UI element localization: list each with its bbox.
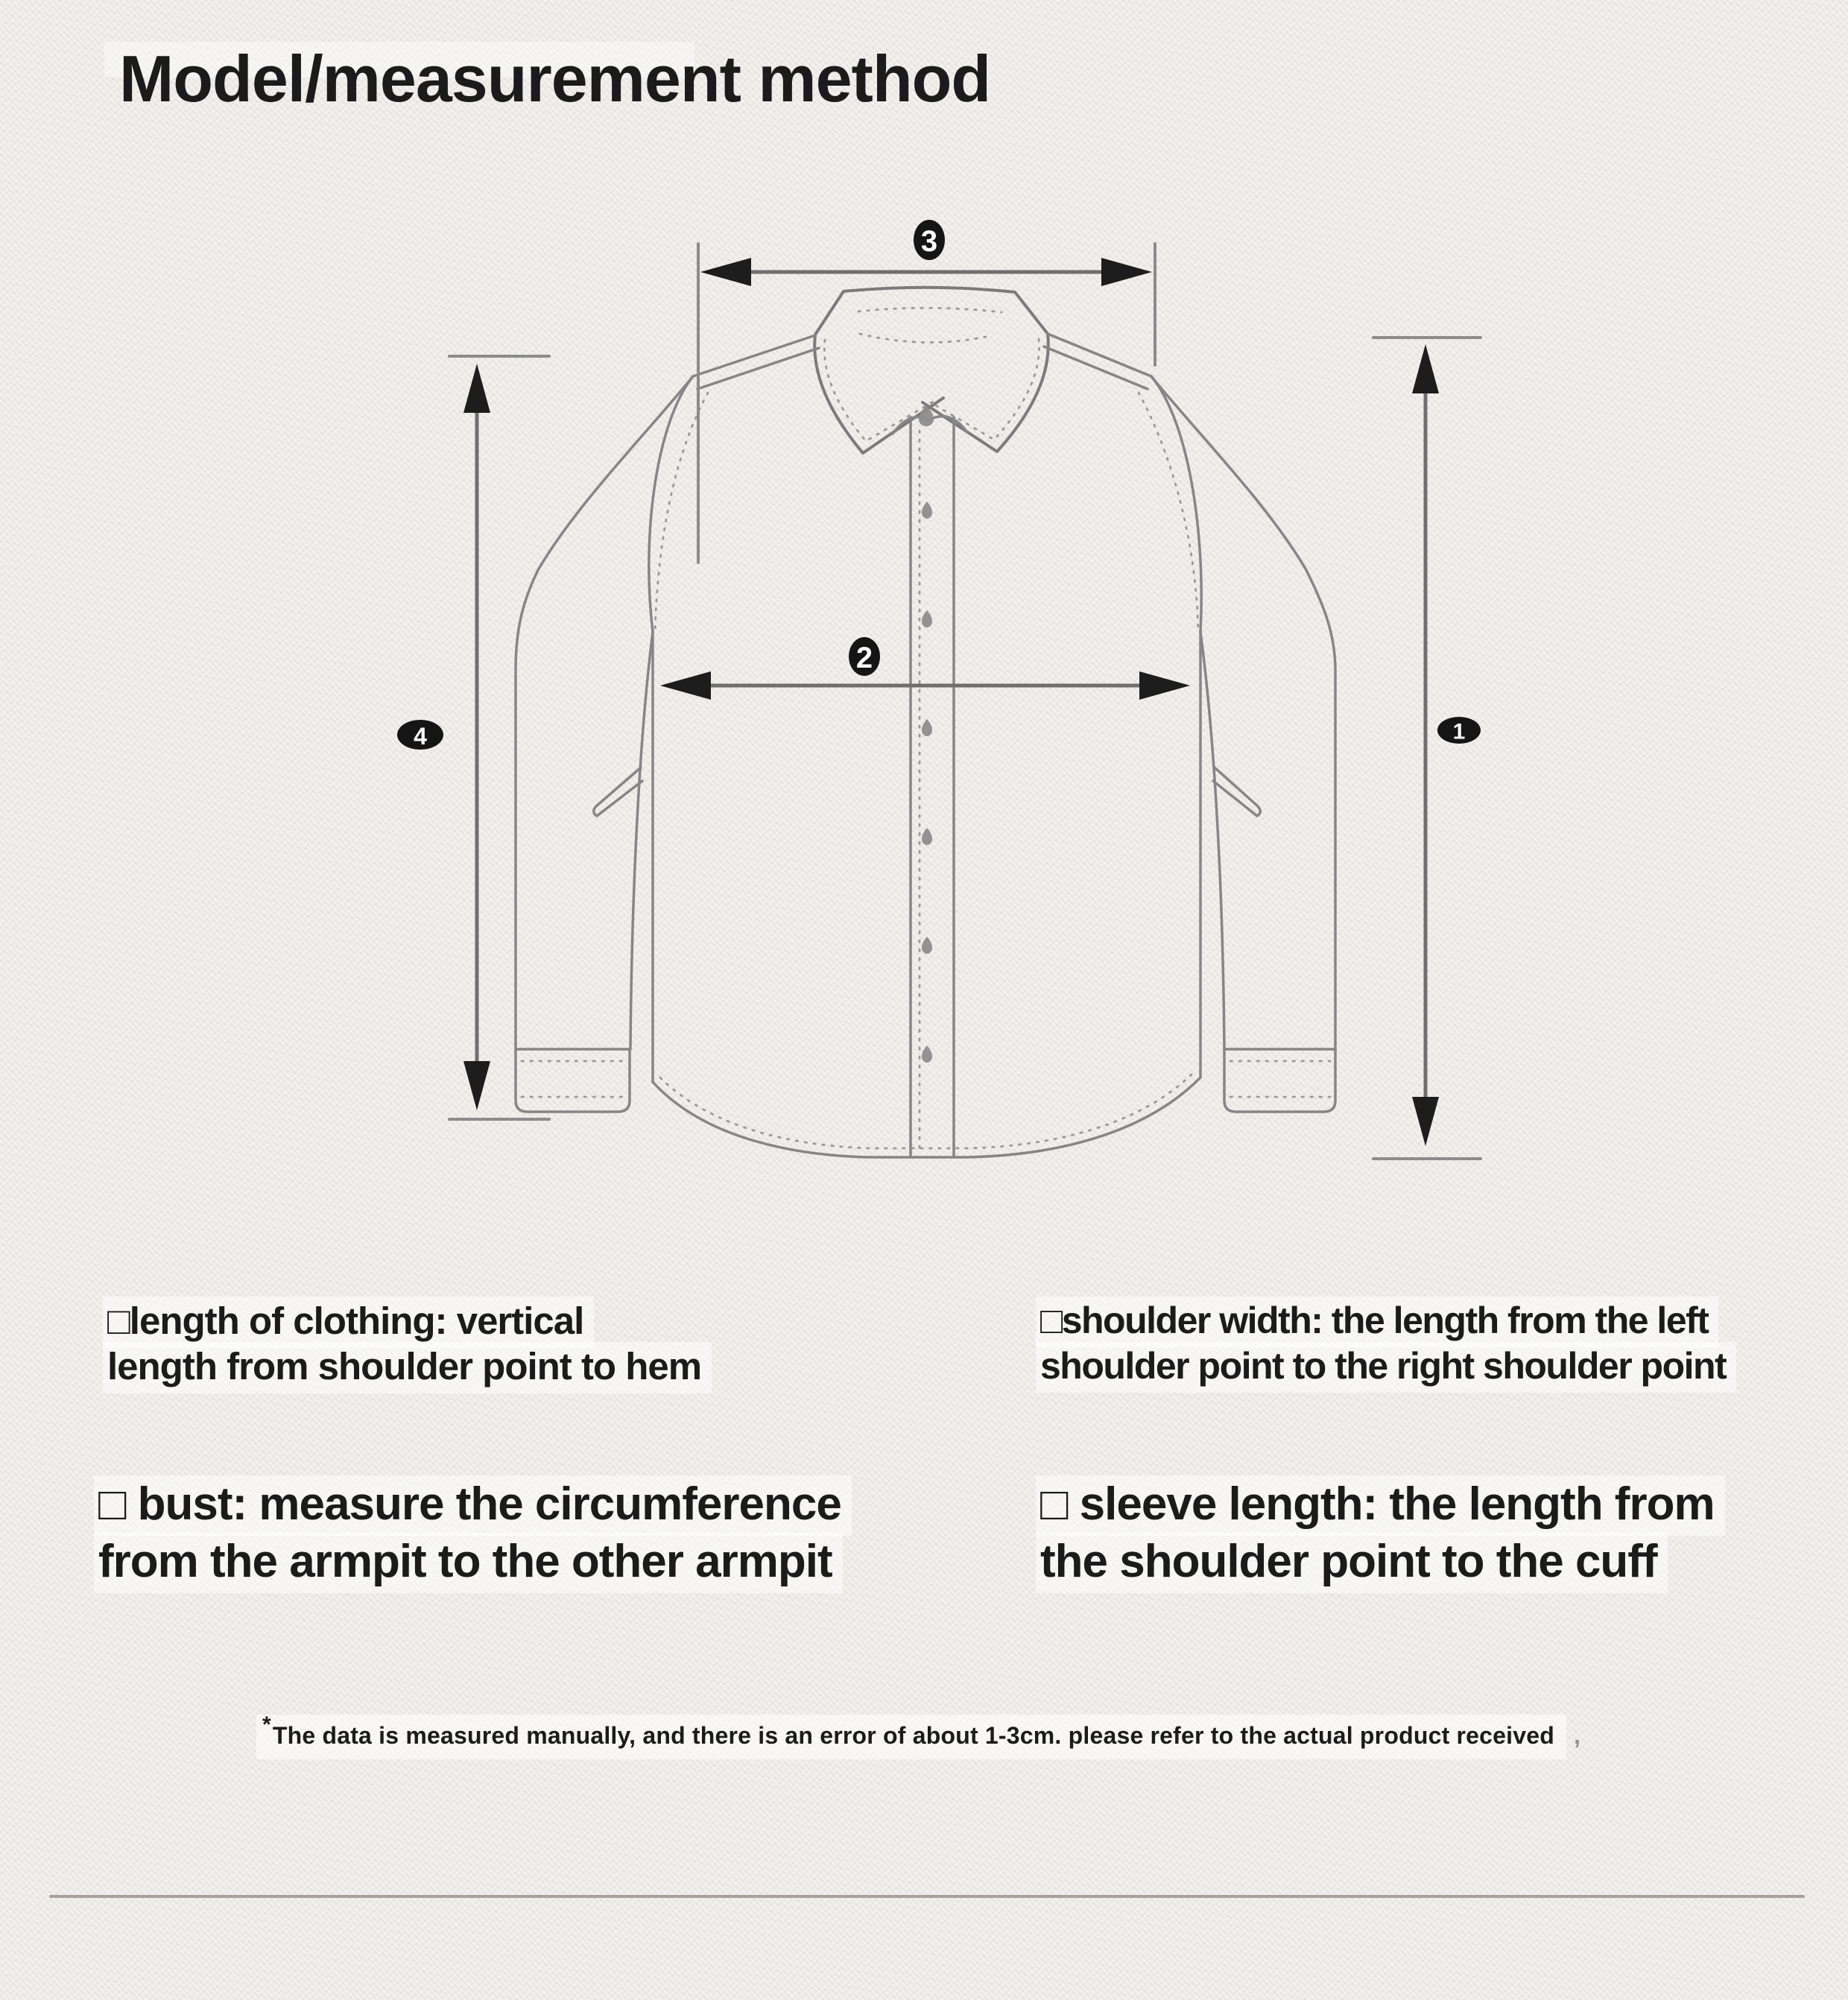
definition-line bbox=[103, 1298, 712, 1344]
collar-band-stitch-top bbox=[858, 308, 1001, 312]
shoulder-width-arrowhead-right bbox=[1101, 258, 1152, 286]
definition-line bbox=[1036, 1344, 1736, 1389]
right-sleeve-outer-edge bbox=[1151, 376, 1335, 1049]
hem-curve bbox=[653, 1077, 1200, 1157]
left-armhole-stitch bbox=[655, 393, 708, 633]
left-cuff bbox=[516, 1049, 630, 1112]
right-armhole-stitch bbox=[1139, 393, 1198, 633]
left-armhole-seam bbox=[649, 376, 693, 632]
collar-right-leaf bbox=[923, 334, 1048, 452]
definition-line bbox=[94, 1475, 852, 1533]
footnote-trailing-mark: , bbox=[1574, 1722, 1581, 1749]
right-cuff bbox=[1224, 1049, 1335, 1112]
length-arrowhead-top bbox=[1412, 344, 1439, 393]
definition-text: the shoulder point to the cuff bbox=[1036, 1533, 1668, 1593]
footnote-highlight bbox=[256, 1712, 1566, 1759]
collar-right-leaf-stitch bbox=[933, 339, 1040, 440]
right-sleeve-vent bbox=[1213, 768, 1260, 816]
measure-arrow-length-of-clothing bbox=[1373, 338, 1481, 1159]
footnote-text: The data is measured manually, and there is an error of about 1-3cm. please refer to the actual product received bbox=[272, 1722, 1554, 1749]
badge-3-number: 3 bbox=[920, 225, 938, 258]
definition-line bbox=[94, 1533, 852, 1590]
left-sleeve-inner-edge bbox=[630, 632, 653, 1049]
footnote-asterisk: * bbox=[262, 1712, 271, 1737]
measure-arrow-sleeve-length bbox=[397, 356, 549, 1119]
placket-buttons bbox=[922, 501, 932, 1063]
length-arrowhead-bottom bbox=[1412, 1097, 1439, 1146]
definition-shoulder-width bbox=[1036, 1298, 1736, 1389]
collar-back-band bbox=[815, 288, 1048, 335]
footnote bbox=[256, 1712, 1580, 1750]
left-sleeve-vent bbox=[594, 768, 642, 816]
shoulder-width-arrowhead-left bbox=[700, 258, 751, 286]
sleeve-length-arrowhead-top bbox=[463, 364, 490, 413]
right-sleeve-inner-edge bbox=[1200, 632, 1224, 1049]
definition-text: □length of clothing: vertical bbox=[103, 1297, 594, 1348]
shirt-buttons bbox=[919, 405, 934, 1063]
definition-line bbox=[1036, 1475, 1725, 1533]
definition-line bbox=[1036, 1533, 1725, 1590]
definition-sleeve-length bbox=[1036, 1475, 1725, 1590]
definition-bust bbox=[94, 1475, 852, 1590]
measure-arrow-bust bbox=[660, 637, 1190, 700]
collar-band-stitch-bottom bbox=[860, 334, 993, 343]
badge-1-number: 1 bbox=[1452, 719, 1466, 744]
sleeve-length-arrowhead-bottom bbox=[463, 1061, 490, 1110]
bust-arrowhead-left bbox=[660, 671, 711, 700]
badge-2-number: 2 bbox=[855, 642, 873, 674]
bottom-divider bbox=[49, 1895, 1805, 1898]
definition-text: □ sleeve length: the length from bbox=[1036, 1475, 1725, 1536]
definition-length-of-clothing bbox=[103, 1298, 712, 1389]
page-title: Model/measurement method bbox=[119, 42, 991, 115]
definition-text: □ bust: measure the circumference bbox=[94, 1475, 852, 1536]
bust-arrowhead-right bbox=[1139, 671, 1190, 700]
definition-line bbox=[103, 1344, 712, 1389]
definition-text: length from shoulder point to hem bbox=[103, 1342, 712, 1393]
definition-line bbox=[1036, 1298, 1736, 1344]
definition-text: shoulder point to the right shoulder point bbox=[1036, 1342, 1736, 1393]
definition-text: from the armpit to the other armpit bbox=[94, 1533, 843, 1593]
badge-4-number: 4 bbox=[414, 723, 427, 750]
definition-text: □shoulder width: the length from the left bbox=[1036, 1297, 1718, 1347]
left-sleeve-outer-edge bbox=[516, 376, 693, 1049]
right-armhole-seam bbox=[1151, 376, 1201, 632]
